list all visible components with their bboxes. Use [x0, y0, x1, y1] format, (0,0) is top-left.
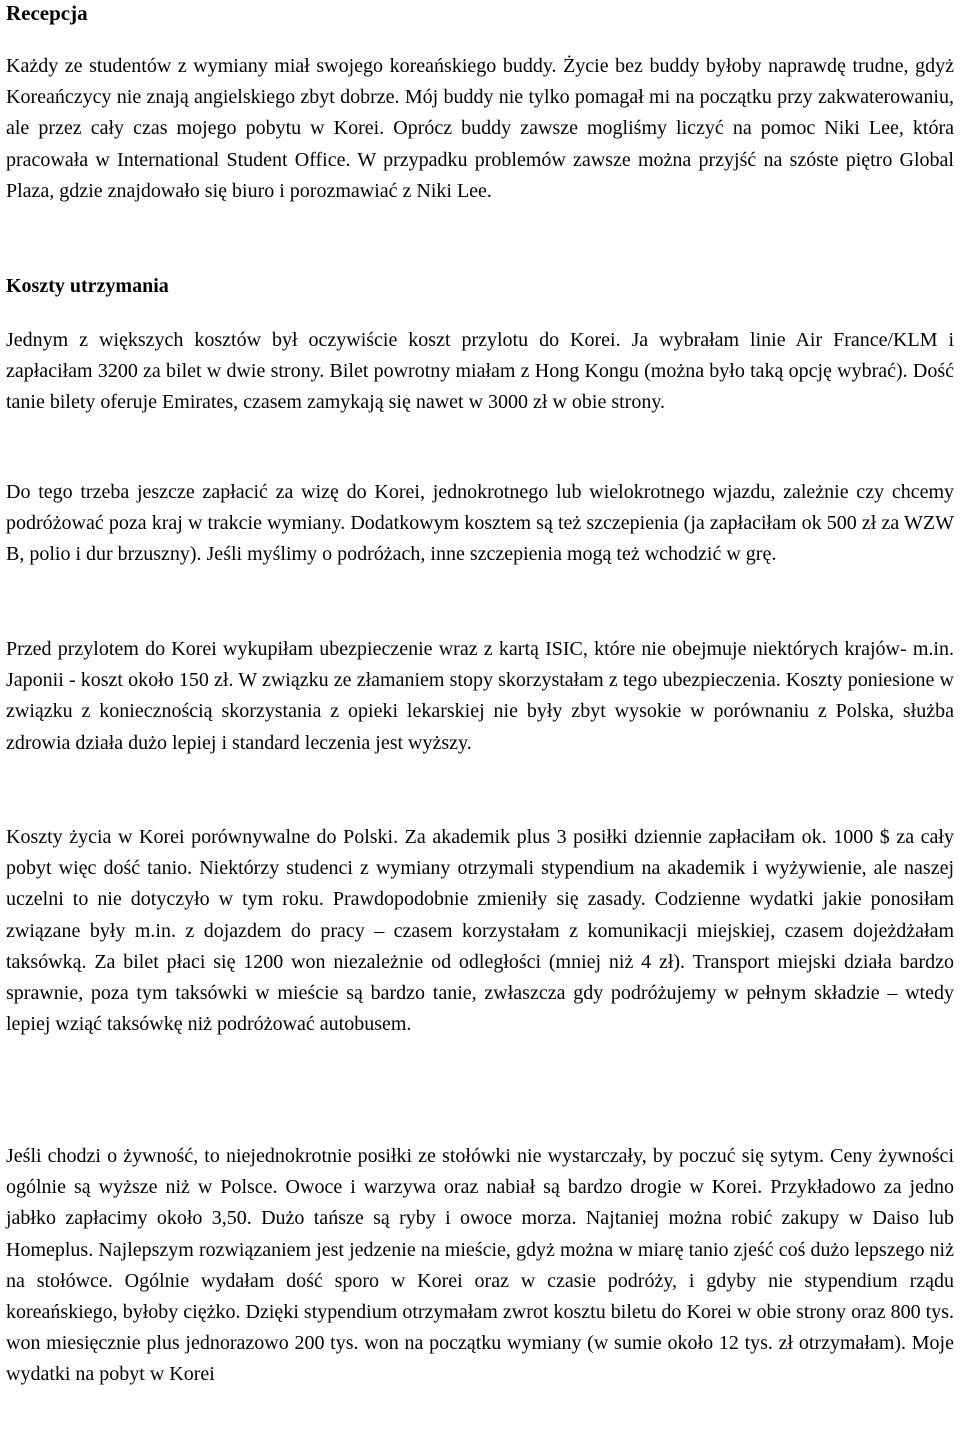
- paragraph-food: [6, 1141, 954, 1391]
- paragraph-text: Przed przylotem do Korei wykupiłam ubezpieczenie wraz z kartą ISIC, które nie obejmuje niektórych krajów- m.in. Japonii - koszt około 150 zł. W związku ze złamaniem stopy skorzystałam z tego ubezpieczenia. Koszty poniesione w związku z koniecznością skorzystania z opieki lekarskiej nie były zbyt wysokie w porównaniu z Polska, służba zdrowia działa dużo lepiej i standard leczenia jest wyższy.: [6, 638, 954, 754]
- paragraph-text: Koszty życia w Korei porównywalne do Polski. Za akademik plus 3 posiłki dziennie zapłaciłam ok. 1000 $ za cały pobyt więc dość tanio. Niektórzy studenci z wymiany otrzymali stypendium na akademik i wyżywienie, ale naszej uczelni to nie dotyczyło w tym roku. Prawdopodobnie zmieniły się zasady. Codzienne wydatki jakie ponosiłam związane były m.in. z dojazdem do pracy – czasem korzystałam z komunikacji miejskiej, czasem dojeżdżałam taksówką. Za bilet płaci się 1200 won niezależnie od odległości (mniej niż 4 zł). Transport miejski działa bardzo sprawnie, poza tym taksówki w mieście są bardzo tanie, zwłaszcza gdy podróżujemy w pełnym składzie – wtedy lepiej wziąć taksówkę niż podróżować autobusem.: [6, 826, 954, 1036]
- paragraph-insurance: [6, 634, 954, 759]
- paragraph-flights: [6, 325, 954, 419]
- paragraph-recepcja: [6, 51, 954, 207]
- paragraph-text: Jednym z większych kosztów był oczywiście koszt przylotu do Korei. Ja wybrałam linie Air France/KLM i zapłaciłam 3200 za bilet w dwie strony. Bilet powrotny miałam z Hong Kongu (można było taką opcję wybrać). Dość tanie bilety oferuje Emirates, czasem zamykają się nawet w 3000 zł w obie strony.: [6, 329, 954, 414]
- paragraph-text: Do tego trzeba jeszcze zapłacić za wizę do Korei, jednokrotnego lub wielokrotnego wjazdu, zależnie czy chcemy podróżować poza kraj w trakcie wymiany. Dodatkowym kosztem są też szczepienia (ja zapłaciłam ok 500 zł za WZW B, polio i dur brzuszny). Jeśli myślimy o podróżach, inne szczepienia mogą też wchodzić w grę.: [6, 481, 954, 566]
- paragraph-living-costs: [6, 822, 954, 1040]
- paragraph-text: Każdy ze studentów z wymiany miał swojego koreańskiego buddy. Życie bez buddy byłoby naprawdę trudne, gdyż Koreańczycy nie znają angielskiego zbyt dobrze. Mój buddy nie tylko pomagał mi na początku przy zakwaterowaniu, ale przez cały czas mojego pobytu w Korei. Oprócz buddy zawsze mogliśmy liczyć na pomoc Niki Lee, która pracowała w International Student Office. W przypadku problemów zawsze można przyjść na szóste piętro Global Plaza, gdzie znajdowało się biuro i porozmawiać z Niki Lee.: [6, 55, 954, 202]
- section-heading: Koszty utrzymania: [6, 275, 169, 297]
- paragraph-visa: [6, 477, 954, 571]
- heading-koszty-utrzymania: [6, 273, 954, 299]
- paragraph-text: Jeśli chodzi o żywność, to niejednokrotnie posiłki ze stołówki nie wystarczały, by poczuć się sytym. Ceny żywności ogólnie są wyższe niż w Polsce. Owoce i warzywa oraz nabiał są bardzo drogie w Korei. Przykładowo za jedno jabłko zapłacimy około 3,50. Dużo tańsze są ryby i owoce morza. Najtaniej można robić zakupy w Daiso lub Homeplus. Najlepszym rozwiązaniem jest jedzenie na mieście, gdyż można w miarę tanio zjeść coś dużo lepszego niż na stołówce. Ogólnie wydałam dość sporo w Korei oraz w czasie podróży, i gdyby nie stypendium rządu koreańskiego, byłoby ciężko. Dzięki stypendium otrzymałam zwrot kosztu biletu do Korei w obie strony oraz 800 tys. won miesięcznie plus jednorazowo 200 tys. won na początku wymiany (w sumie około 12 tys. zł otrzymałam). Moje wydatki na pobyt w Korei: [6, 1145, 954, 1386]
- section-title-recepcja: Recepcja: [6, 1, 88, 25]
